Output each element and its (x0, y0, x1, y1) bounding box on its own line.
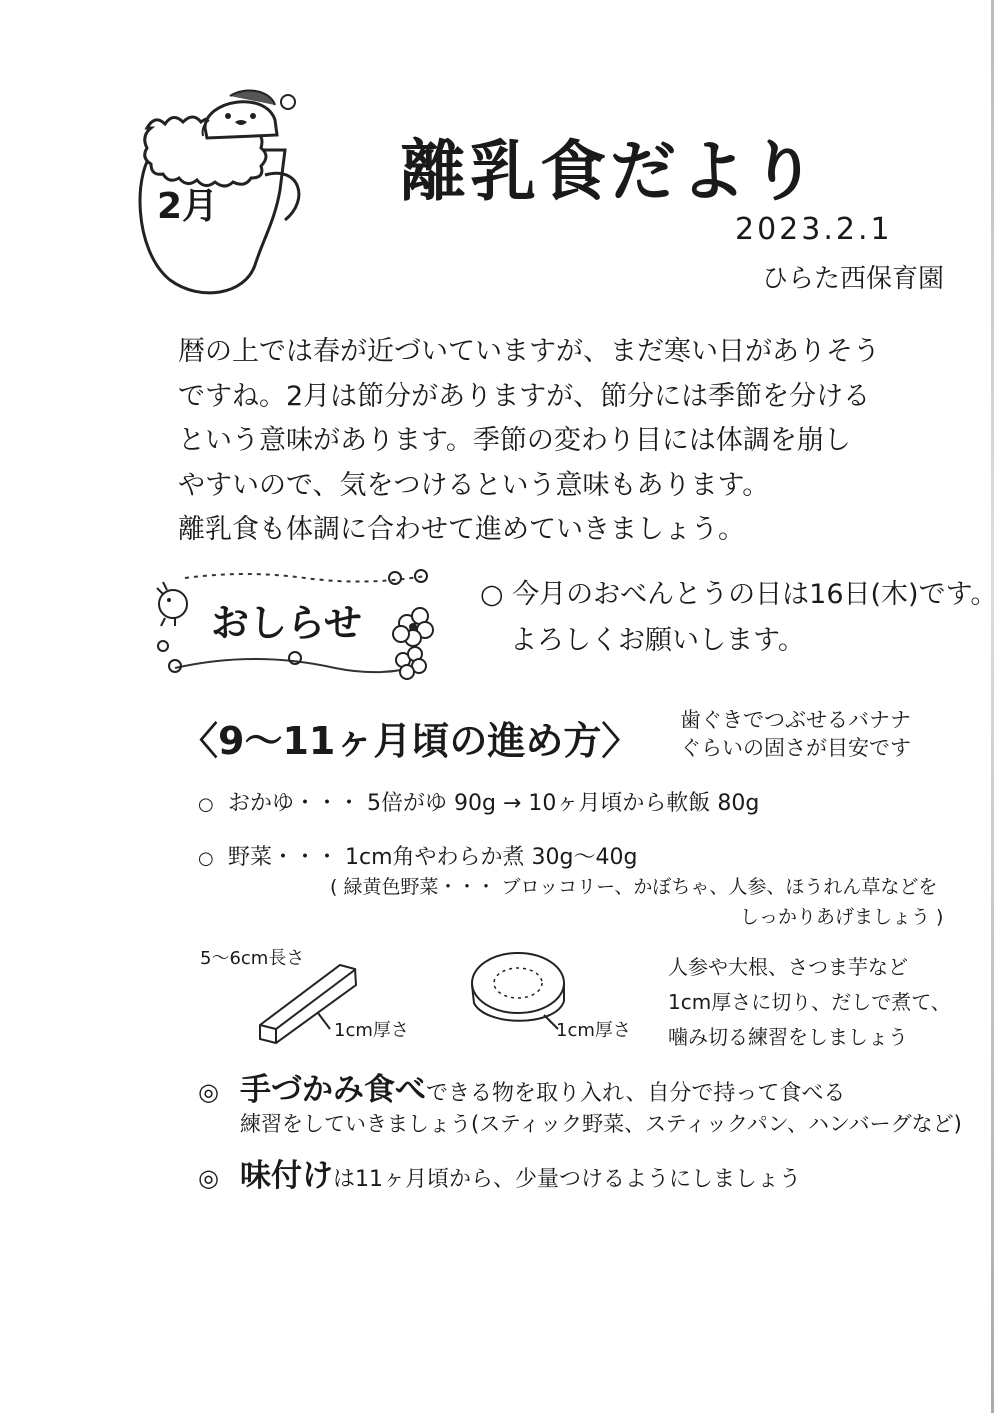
round-thickness-label: 1cm厚さ (556, 1020, 631, 1041)
seasoning-tip: ◎ 味付けは11ヶ月頃から、少量つけるようにしましょう (198, 1158, 801, 1194)
bird-icon (157, 582, 187, 626)
page-title: 離乳食だより (400, 133, 820, 210)
stick-length-label: 5〜6cm長さ (200, 948, 305, 969)
issue-date: 2023.2.1 (735, 212, 893, 247)
month-badge: 2月 (157, 186, 219, 227)
vegetables-row: ○ 野菜・・・ 1cm角やわらか煮 30g〜40g (198, 845, 638, 870)
organization-name: ひらた西保育園 (762, 264, 945, 294)
finger-food-tip-line2: 練習をしていきましょう(スティック野菜、スティックパン、ハンバーグなど) (240, 1112, 962, 1136)
section-heading: 〈9〜11ヶ月頃の進め方〉 (180, 719, 640, 763)
bullet-icon: ○ (480, 579, 504, 610)
notice-label: おしらせ (211, 601, 362, 645)
month-mitten (125, 80, 315, 300)
mitten-icon (125, 80, 315, 300)
veg-detail-line: しっかりあげましょう ) (740, 906, 944, 928)
flower-icon (393, 608, 433, 646)
notice-badge (145, 568, 445, 686)
stick-thickness-label: 1cm厚さ (334, 1020, 409, 1041)
finger-food-tip: ◎ 手づかみ食べできる物を取り入れ、自分で持って食べる (198, 1072, 846, 1108)
veg-detail-line: ( 緑黄色野菜・・・ ブロッコリー、かぼちゃ、人参、ほうれん草などを (330, 876, 938, 898)
intro-line: 離乳食も体調に合わせて進めていきましょう。 (178, 514, 745, 545)
okayu-row: ○ おかゆ・・・ 5倍がゆ 90g → 10ヶ月頃から軟飯 80g (198, 791, 760, 816)
intro-line: やすいので、気をつけるという意味もあります。 (178, 469, 770, 501)
intro-line: ですね。2月は節分がありますが、節分には季節を分ける (178, 380, 871, 412)
intro-line: 暦の上では春が近づいていますが、まだ寒い日がありそう (178, 336, 880, 367)
notice-text (480, 572, 997, 664)
intro-paragraph (178, 330, 968, 553)
notice-line: よろしくお願いします。 (510, 625, 805, 656)
notice-line: ○ 今月のおべんとうの日は16日(木)です。 (480, 579, 998, 610)
penguin-icon (203, 90, 295, 138)
scanned-page-edge (991, 0, 994, 1413)
section-heading-note: 歯ぐきでつぶせるバナナ ぐらいの固さが目安です (680, 708, 911, 760)
double-circle-icon: ◎ (198, 1078, 219, 1106)
cut-description: 人参や大根、さつま芋など 1cm厚さに切り、だしで煮て、 噛み切る練習をしましょう (668, 955, 951, 1049)
double-circle-icon: ◎ (198, 1164, 219, 1192)
bullet-icon: ○ (198, 848, 214, 869)
intro-line: という意味があります。季節の変わり目には体調を崩し (178, 425, 851, 456)
bullet-icon: ○ (198, 794, 214, 815)
flower-icon (396, 647, 426, 679)
